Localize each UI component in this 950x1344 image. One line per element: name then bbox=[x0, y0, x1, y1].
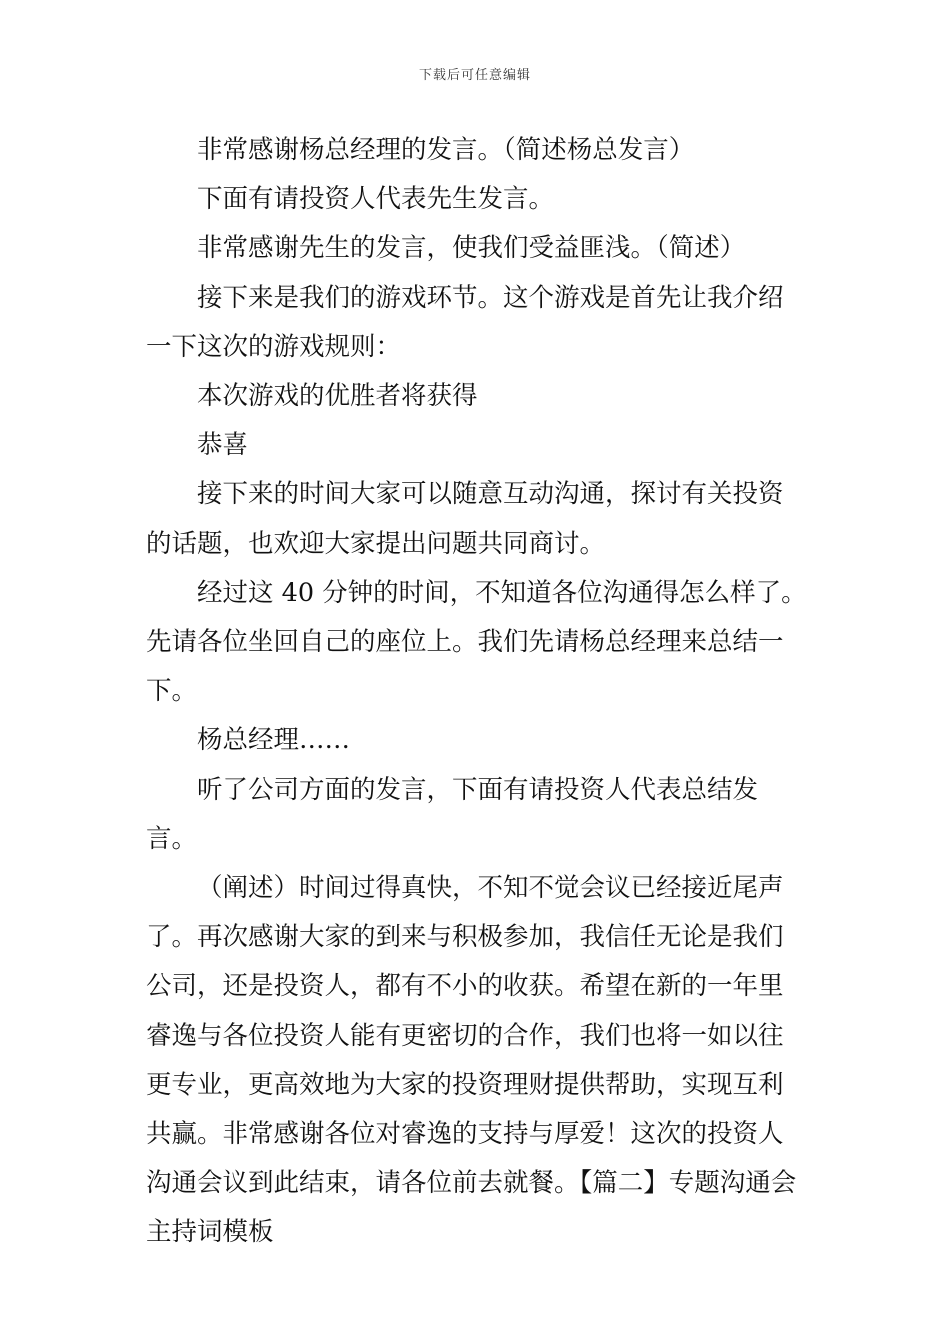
document-body bbox=[146, 126, 808, 1258]
paragraph: 非常感谢杨总经理的发言。（简述杨总发言） bbox=[197, 135, 695, 165]
paragraph: 听了公司方面的发言，下面有请投资人代表总结发言。 bbox=[146, 774, 759, 854]
paragraph: 经过这 40 分钟的时间，不知道各位沟通得怎么样了。先请各位坐回自己的座位上。我们先请杨总经理来总结一下。 bbox=[146, 577, 807, 707]
page-header: 下载后可任意编辑 bbox=[418, 68, 531, 83]
paragraph: 下面有请投资人代表先生发言。 bbox=[197, 184, 555, 215]
paragraph: （阐述）时间过得真快，不知不觉会议已经接近尾声了。再次感谢大家的到来与积极参加，我信任无论是我们公司，还是投资人，都有不小的收获。希望在新的一年里睿逸与各位投资人能有更密切的合作，我们也将一如以往更专业，更高效地为大家的投资理财提供帮助，实现互利共赢。非常感谢各位对睿逸的支持与厚爱！这次的投资人沟通会议到此结束，请各位前去就餐。【篇二】专题沟通会主持词模板 bbox=[146, 873, 797, 1248]
paragraph: 恭喜 bbox=[197, 430, 249, 461]
paragraph: 本次游戏的优胜者将获得 bbox=[197, 381, 478, 412]
paragraph: 杨总经理…… bbox=[197, 725, 351, 756]
paragraph: 接下来的时间大家可以随意互动沟通，探讨有关投资的话题，也欢迎大家提出问题共同商讨。 bbox=[146, 479, 784, 559]
paragraph: 非常感谢先生的发言，使我们受益匪浅。（简述） bbox=[197, 233, 746, 264]
paragraph: 接下来是我们的游戏环节。这个游戏是首先让我介绍一下这次的游戏规则： bbox=[146, 282, 784, 362]
